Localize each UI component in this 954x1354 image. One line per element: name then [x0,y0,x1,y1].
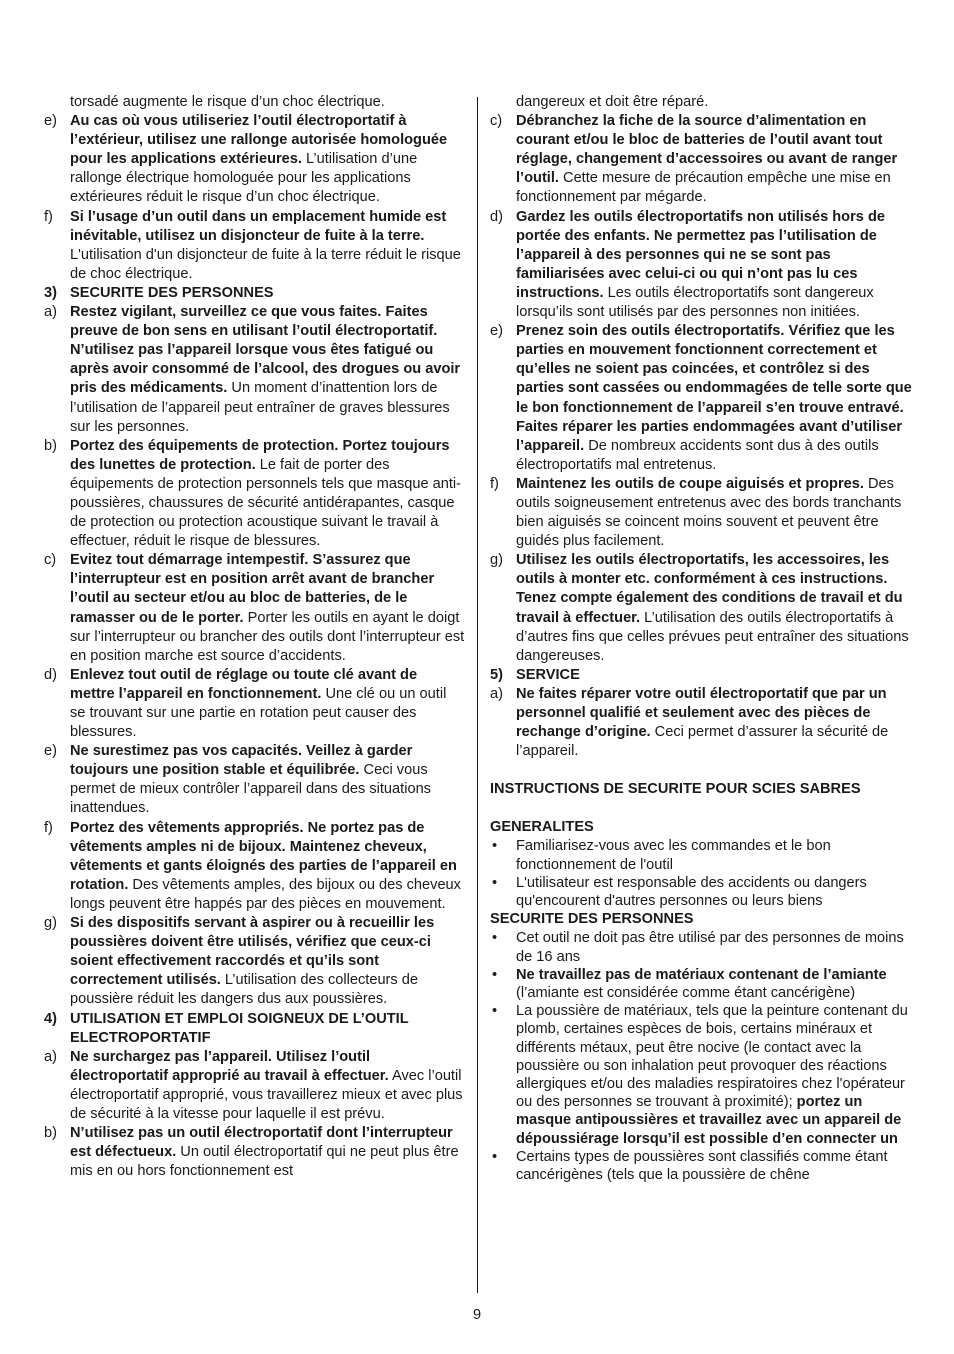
item-bold-text: Portez des équipements de protection. Portez toujours des lunettes de protection. [70,437,450,473]
bullet-marker: • [492,966,498,983]
bullet-marker: • [492,1148,498,1165]
item-body [516,837,912,873]
list-group [490,685,912,761]
list-item [44,819,465,914]
item-bold-text: Ne surestimez pas vos capacités. Veillez à garder toujours une position stable et équilibrée. [70,743,413,779]
item-text: Cette mesure de précaution empêche une mise en fonctionnement par mégarde. [516,170,891,206]
item-text: Avec l’outil électroportatif approprié, vous travaillerez mieux et avec plus de sécurité à la vitesse pour laquelle il est prévu. [70,1067,463,1122]
item-bold-text: Si l’usage d’un outil dans un emplacement humide est inévitable, utilisez un disjoncteur de fuite à la terre. [70,208,447,244]
bullet-item [490,837,912,873]
item-text: Des outils soigneusement entretenus avec des bords tranchants bien aiguisés se coincent moins souvent et peuvent être guidés plus facilement. [516,475,902,550]
item-body [516,112,912,207]
list-item [490,475,912,551]
item-text: Porter les outils en ayant le doigt sur l’interrupteur ou brancher des outils dont l’interrupteur est en position marche est source d’accidents. [70,609,465,664]
item-bold-text: Débranchez la fiche de la source d’alimentation en courant et/ou le bloc de batteries de l’outil avant tout réglage, changement d’accessoires ou avant de ranger l’outil. [516,113,898,187]
item-text: L’utilisation d’une rallonge électrique homologuée pour les applications extérieures réduit le risque d’un choc électrique. [70,151,418,206]
item-marker: g) [490,552,503,569]
list-item [44,551,465,666]
list-group [490,112,912,666]
item-body [516,929,912,965]
list-item [490,208,912,323]
list-item [44,208,465,284]
item-bold-text: Gardez les outils électroportatifs non utilisés hors de portée des enfants. Ne permettez pas l’utilisation de l’appareil à des personnes qui ne se sont pas familiarisées avec celui-ci ou qui n’ont pas lu ces instructions. [516,208,885,301]
item-text: Des vêtements amples, des bijoux ou des cheveux longs peuvent être happés par des pièces en mouvement. [70,876,461,912]
list-item [44,112,465,207]
list-item [490,551,912,666]
item-text: La poussière de matériaux, tels que la peinture contenant du plomb, certaines espèces de bois, certains minéraux et différents métaux, peut être nocive (le contact avec la poussière ou son inhalation peut provoquer des réactions allergiques et/ou des maladies respiratoires chez l'opérateur ou des personnes se trouvant à proximité); [516,1003,908,1111]
list-item [490,112,912,207]
section-heading [44,1010,465,1048]
item-body [70,208,465,284]
item-bold-text: Prenez soin des outils électroportatifs. Vérifiez que les parties en mouvement fonctionnent correctement et qu’elles ne soient pas coincées, et contrôlez si des parties sont cassées ou endommagées de telle sorte que le bon fonctionnement de l’appareil s’en trouve entravé. Faites réparer les parties endommagées avant d’utiliser l’appareil. [516,323,912,454]
item-marker: b) [44,437,57,454]
item-body [516,685,912,761]
list-item [44,303,465,437]
item-body [70,303,465,437]
item-marker: a) [490,685,503,702]
item-marker: c) [44,552,57,569]
item-text: Familiarisez-vous avec les commandes et le bon fonctionnement de l'outil [516,838,831,873]
item-body [70,112,465,207]
list-item [490,322,912,475]
item-marker: e) [44,113,57,130]
item-body [70,437,465,552]
item-text: Un outil électroportatif qui ne peut plus être mis en ou hors fonctionnement est [70,1144,459,1180]
item-bold-text: Si des dispositifs servant à aspirer ou à recueillir les poussières doivent être utilisés, vérifiez que ceux-ci soient effectivement raccordés et qu’ils sont correctement utilisés. [70,915,435,989]
bullet-marker: • [492,1003,498,1020]
item-body [70,666,465,742]
item-body [516,551,912,666]
item-marker: d) [490,208,503,225]
item-marker: e) [44,743,57,760]
item-text: L'utilisateur est responsable des accidents ou dangers qu'encourent d'autres personnes ou leurs biens [516,874,867,910]
item-body [70,1124,465,1181]
item-marker: d) [44,666,57,683]
item-body [70,1048,465,1124]
item-text: De nombreux accidents sont dus à des outils électroportatifs mal entretenus. [516,437,879,473]
item-bold-text: Restez vigilant, surveillez ce que vous faites. Faites preuve de bon sens en utilisant l’outil électroportatif. N’utilisez pas l’appareil lorsque vous êtes fatigué ou après avoir consommé de l’alcool, des drogues ou avoir pris des médicaments. [70,304,461,397]
item-bold-text: Utilisez les outils électroportatifs, les accessoires, les outils à monter etc. conformément à ces instructions. Tenez compte également des conditions de travail et du travail à effectuer. [516,552,903,626]
section-number: 4) [44,1010,57,1027]
item-body [516,208,912,323]
bullet-marker: • [492,838,498,855]
item-marker: f) [44,208,53,225]
item-bold-text: Enlevez tout outil de réglage ou toute clé avant de mettre l’appareil en fonctionnement. [70,666,418,702]
item-text: Le fait de porter des équipements de protection personnels tels que masque anti-poussières, chaussures de sécurité antidérapantes, casque de protection ou protection acoustique suivant le travail à effectuer, réduit le risque de blessures. [70,456,462,550]
bullet-marker: • [492,874,498,891]
item-text: Ceci permet d’assurer la sécurité de l’appareil. [516,724,889,760]
item-bold-text: Evitez tout démarrage intempestif. S’assurez que l’interrupteur est en position arrêt avant de brancher l’outil au secteur et/ou au bloc de batteries, de le ramasser ou de le porter. [70,552,435,626]
item-marker: g) [44,915,57,932]
bullet-item [490,1148,912,1184]
subheading-securite: SECURITE DES PERSONNES [490,911,694,928]
bullet-item [490,966,912,1002]
list-item [44,437,465,552]
bullet-item [490,874,912,910]
bullet-item [490,1002,912,1148]
page-number: 9 [472,1307,482,1323]
subheading-generalites: GENERALITES [490,819,594,836]
left-column [44,93,465,1181]
item-marker: f) [44,819,53,836]
item-text: Une clé ou un outil se trouvant sur une partie en rotation peut causer des blessures. [70,685,447,741]
section-heading [44,284,465,303]
item-text: Ceci vous permet de mieux contrôler l’appareil dans des situations inattendues. [70,762,431,817]
item-marker: a) [44,304,57,321]
section-title: SERVICE [516,666,580,683]
item-bold-text: Portez des vêtements appropriés. Ne portez pas de vêtements amples ni de bijoux. Maintenez cheveux, vêtements et gants éloignés des parties de l’appareil en rotation. [70,819,457,893]
item-body [516,1002,912,1148]
continued-text: dangereux et doit être réparé. [516,94,709,110]
list-item [44,742,465,818]
item-bold-text: Ne surchargez pas l’appareil. Utilisez l’outil électroportatif approprié au travail à effectuer. [70,1048,389,1084]
section-number: 3) [44,284,57,301]
section-title: SECURITE DES PERSONNES [70,284,274,301]
bullet-list [490,929,912,1184]
item-text: (l’amiante est considérée comme étant cancérigène) [516,984,856,1001]
bullet-list [490,837,912,910]
item-text: Un moment d’inattention lors de l’utilisation de l’appareil peut entraîner de graves blessures sur les personnes. [70,380,450,435]
item-body [70,819,465,914]
item-text: Certains types de poussières sont classifiés comme étant cancérigènes (tels que la poussière de chêne [516,1148,888,1184]
section-number: 5) [490,666,503,683]
right-column [490,93,912,1184]
item-text: Cet outil ne doit pas être utilisé par des personnes de moins de 16 ans [516,930,904,965]
item-bold-text: N’utilisez pas un outil électroportatif dont l’interrupteur est défectueux. [70,1125,453,1161]
item-bold-text: portez un masque antipoussières et travaillez avec un appareil de dépoussiérage lorsqu’il est possible d’en connecter un [516,1094,902,1147]
list-item [44,914,465,1009]
item-text: Les outils électroportatifs sont dangereux lorsqu’ils sont utilisés par des personnes non initiées. [516,284,874,321]
item-body [516,475,912,551]
item-body [70,551,465,666]
item-bold-text: Ne faites réparer votre outil électroportatif que par un personnel qualifié et seulement avec des pièces de rechange d’origine. [516,685,887,741]
list-item [44,666,465,742]
item-bold-text: Maintenez les outils de coupe aiguisés et propres. [516,475,864,492]
item-bold-text: Au cas où vous utiliseriez l’outil électroportatif à l’extérieur, utilisez une rallonge autorisée homologuée pour les applications extérieures. [70,113,448,168]
bullet-item [490,929,912,965]
item-body [516,966,912,1002]
item-marker: c) [490,113,503,130]
main-heading: INSTRUCTIONS DE SECURITE POUR SCIES SABRES [490,781,861,798]
list-item [44,1124,465,1181]
list-group [44,112,465,284]
list-item [490,685,912,761]
item-marker: b) [44,1125,57,1142]
item-body [70,742,465,818]
item-text: L’utilisation des collecteurs de poussière réduit les dangers dus aux poussières. [70,972,419,1008]
item-body [516,322,912,475]
list-group [44,303,465,1009]
section-title: UTILISATION ET EMPLOI SOIGNEUX DE L’OUTIL ELECTROPORTATIF [70,1010,409,1046]
list-group [44,1048,465,1182]
item-marker: f) [490,475,499,492]
continued-text: torsadé augmente le risque d’un choc électrique. [70,94,385,110]
list-item [44,1048,465,1124]
item-body [516,1148,912,1184]
bullet-marker: • [492,930,498,947]
item-marker: e) [490,323,503,340]
item-bold-text: Ne travaillez pas de matériaux contenant de l’amiante [516,966,887,983]
item-body [516,874,912,910]
column-divider [477,97,478,1293]
item-body [70,914,465,1009]
item-marker: a) [44,1048,57,1065]
item-text: L'utilisation d'un disjoncteur de fuite à la terre réduit le risque de choc électrique. [70,246,461,282]
section-heading [490,666,912,685]
item-text: L’utilisation des outils électroportatifs à d’autres fins que celles prévues peut entraîner des situations dangereuses. [516,609,909,664]
